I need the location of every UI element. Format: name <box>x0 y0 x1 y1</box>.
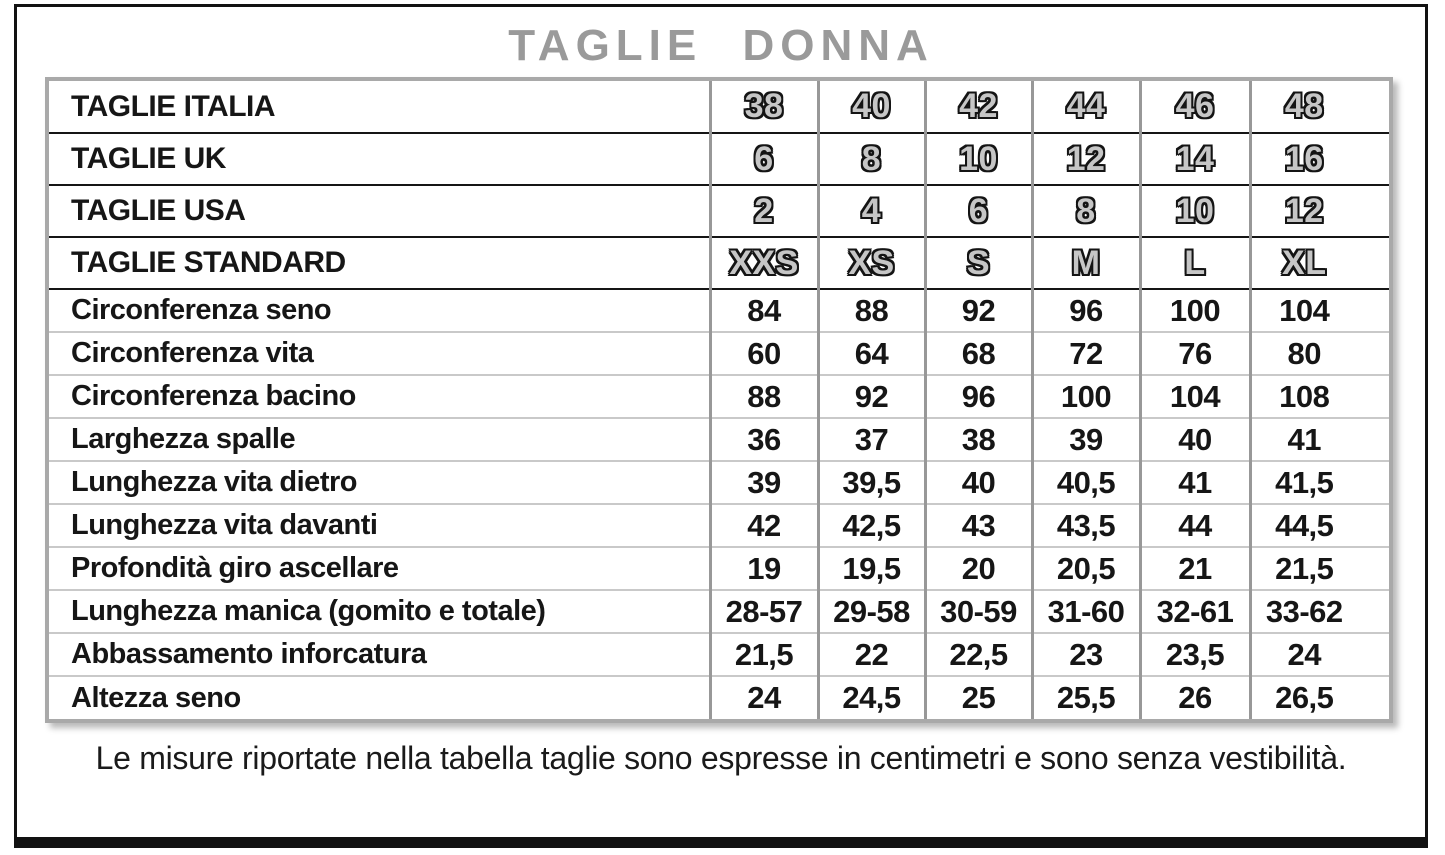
row-label: TAGLIE USA <box>49 185 710 237</box>
measure-value: 19,5 <box>818 547 925 590</box>
size-value: 16 <box>1250 133 1389 185</box>
measure-value: 30-59 <box>925 590 1032 633</box>
size-value: 40 <box>818 81 925 133</box>
measure-value: 39,5 <box>818 461 925 504</box>
measure-value: 28-57 <box>710 590 818 633</box>
row-label: TAGLIE ITALIA <box>49 81 710 133</box>
row-label: Circonferenza vita <box>49 332 710 375</box>
row-circonferenza-vita <box>49 332 1389 375</box>
measure-value: 44 <box>1140 504 1250 547</box>
measure-value: 39 <box>1032 418 1140 461</box>
row-taglie-uk <box>49 133 1389 185</box>
measure-value: 37 <box>818 418 925 461</box>
measure-value: 92 <box>925 289 1032 332</box>
row-taglie-standard <box>49 237 1389 289</box>
row-circonferenza-bacino <box>49 375 1389 418</box>
measure-value: 68 <box>925 332 1032 375</box>
measure-value: 20,5 <box>1032 547 1140 590</box>
size-value: XXS <box>710 237 818 289</box>
row-lunghezza-manica <box>49 590 1389 633</box>
measure-value: 40 <box>1140 418 1250 461</box>
measure-value: 26,5 <box>1250 676 1389 719</box>
size-table-container <box>45 77 1393 723</box>
measure-value: 40 <box>925 461 1032 504</box>
page-frame <box>14 4 1428 848</box>
size-value: 42 <box>925 81 1032 133</box>
row-lunghezza-vita-davanti <box>49 504 1389 547</box>
measure-value: 80 <box>1250 332 1389 375</box>
measure-value: 42 <box>710 504 818 547</box>
size-value: 44 <box>1032 81 1140 133</box>
measure-value: 36 <box>710 418 818 461</box>
measure-value: 38 <box>925 418 1032 461</box>
measure-value: 84 <box>710 289 818 332</box>
size-table <box>49 81 1389 719</box>
size-value: 10 <box>1140 185 1250 237</box>
row-label: Profondità giro ascellare <box>49 547 710 590</box>
size-value: 4 <box>818 185 925 237</box>
size-value: 8 <box>1032 185 1140 237</box>
measure-value: 19 <box>710 547 818 590</box>
measure-value: 22,5 <box>925 633 1032 676</box>
measure-value: 20 <box>925 547 1032 590</box>
measure-value: 23 <box>1032 633 1140 676</box>
measure-value: 21 <box>1140 547 1250 590</box>
measure-value: 21,5 <box>710 633 818 676</box>
footer-note: Le misure riportate nella tabella taglie sono espresse in centimetri e sono senza vestibilità. <box>95 740 1347 777</box>
size-value: 12 <box>1250 185 1389 237</box>
size-value: 48 <box>1250 81 1389 133</box>
measure-value: 41 <box>1140 461 1250 504</box>
measure-value: 32-61 <box>1140 590 1250 633</box>
measure-value: 76 <box>1140 332 1250 375</box>
row-label: Lunghezza vita dietro <box>49 461 710 504</box>
row-label: Larghezza spalle <box>49 418 710 461</box>
measure-value: 72 <box>1032 332 1140 375</box>
measure-value: 26 <box>1140 676 1250 719</box>
row-label: Abbassamento inforcatura <box>49 633 710 676</box>
measure-value: 60 <box>710 332 818 375</box>
measure-value: 44,5 <box>1250 504 1389 547</box>
measure-value: 39 <box>710 461 818 504</box>
measure-value: 96 <box>1032 289 1140 332</box>
measure-value: 64 <box>818 332 925 375</box>
measure-value: 42,5 <box>818 504 925 547</box>
size-value: 12 <box>1032 133 1140 185</box>
row-larghezza-spalle <box>49 418 1389 461</box>
measure-value: 88 <box>818 289 925 332</box>
measure-value: 96 <box>925 375 1032 418</box>
size-value: 6 <box>710 133 818 185</box>
row-label: TAGLIE UK <box>49 133 710 185</box>
measure-value: 41,5 <box>1250 461 1389 504</box>
measure-value: 25,5 <box>1032 676 1140 719</box>
measure-value: 24,5 <box>818 676 925 719</box>
measure-value: 108 <box>1250 375 1389 418</box>
measure-value: 21,5 <box>1250 547 1389 590</box>
row-taglie-usa <box>49 185 1389 237</box>
measure-value: 104 <box>1140 375 1250 418</box>
measure-value: 31-60 <box>1032 590 1140 633</box>
size-value: M <box>1032 237 1140 289</box>
size-value: L <box>1140 237 1250 289</box>
size-value: XS <box>818 237 925 289</box>
measure-value: 29-58 <box>818 590 925 633</box>
measure-value: 43,5 <box>1032 504 1140 547</box>
row-label: Lunghezza vita davanti <box>49 504 710 547</box>
measure-value: 92 <box>818 375 925 418</box>
row-label: Altezza seno <box>71 681 241 714</box>
measure-value: 24 <box>1250 633 1389 676</box>
measure-value: 40,5 <box>1032 461 1140 504</box>
row-circonferenza-seno <box>49 289 1389 332</box>
size-value: 2 <box>710 185 818 237</box>
measure-value: 25 <box>925 676 1032 719</box>
measure-value: 33-62 <box>1250 590 1389 633</box>
measure-value: 100 <box>1140 289 1250 332</box>
size-value: 38 <box>710 81 818 133</box>
row-taglie-italia <box>49 81 1389 133</box>
row-profondita-giro-ascellare <box>49 547 1389 590</box>
measure-value: 88 <box>710 375 818 418</box>
size-value: XL <box>1250 237 1389 289</box>
size-value: 6 <box>925 185 1032 237</box>
row-abbassamento-inforcatura <box>49 633 1389 676</box>
row-label: Lunghezza manica (gomito e totale) <box>49 590 710 633</box>
row-label: Circonferenza bacino <box>49 375 710 418</box>
measure-value: 43 <box>925 504 1032 547</box>
measure-value: 41 <box>1250 418 1389 461</box>
row-altezza-seno <box>49 676 1389 719</box>
row-label: TAGLIE STANDARD <box>49 237 710 289</box>
size-value: 14 <box>1140 133 1250 185</box>
size-value: 8 <box>818 133 925 185</box>
measure-value: 22 <box>818 633 925 676</box>
size-value: S <box>925 237 1032 289</box>
measure-value: 100 <box>1032 375 1140 418</box>
row-label: Circonferenza seno <box>49 289 710 332</box>
row-lunghezza-vita-dietro <box>49 461 1389 504</box>
page-title: TAGLIE DONNA <box>508 21 934 70</box>
measure-value: 24 <box>710 676 818 719</box>
measure-value: 23,5 <box>1140 633 1250 676</box>
size-value: 10 <box>925 133 1032 185</box>
size-value: 46 <box>1140 81 1250 133</box>
measure-value: 104 <box>1250 289 1389 332</box>
